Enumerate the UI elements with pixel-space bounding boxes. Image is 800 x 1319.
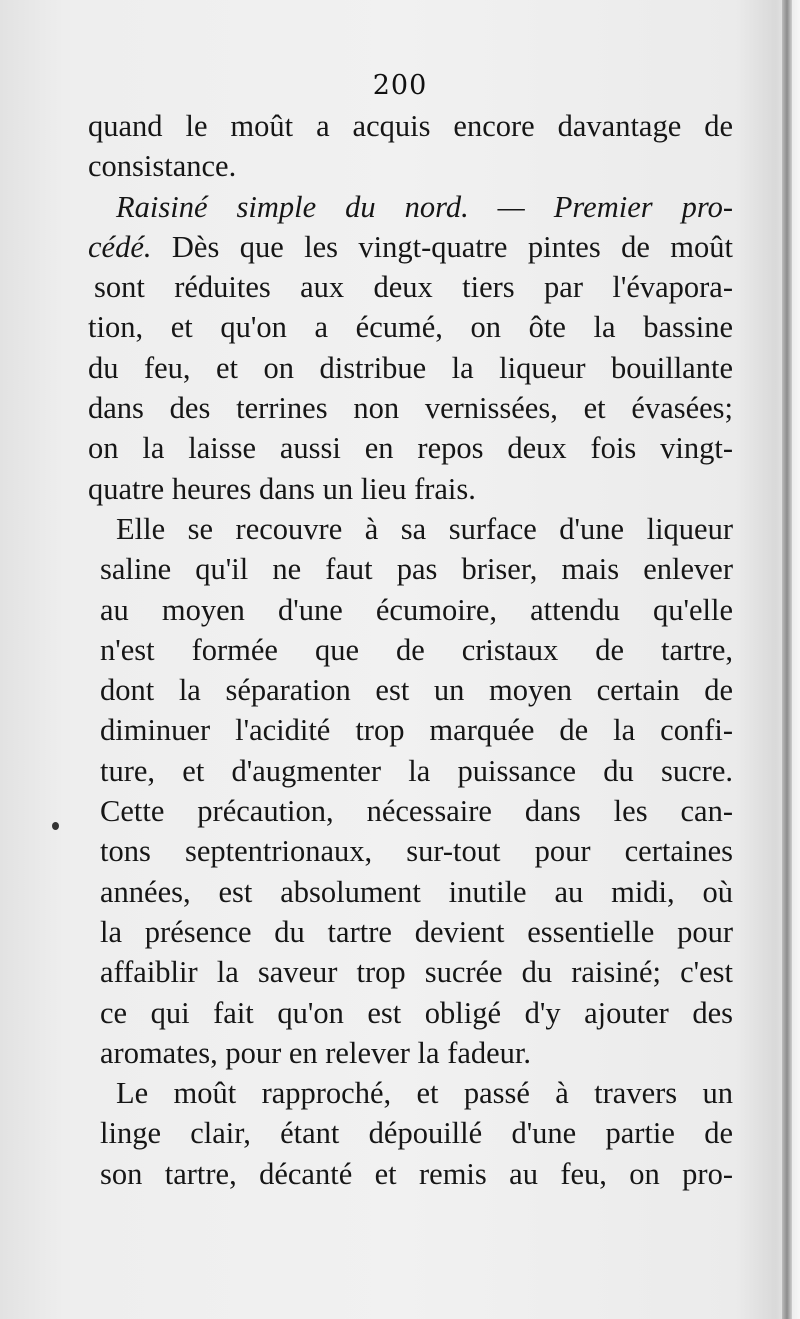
text-line: on la laisse aussi en repos deux fois vingt- — [88, 431, 733, 466]
text-line: au moyen d'une écumoire, attendu qu'elle — [100, 592, 733, 627]
text-line-cont: Dès que les vingt-quatre pintes de moût — [151, 229, 733, 264]
text-line: consistance. — [88, 149, 237, 184]
text-line: ture, et d'augmenter la puissance du sucre. — [100, 753, 733, 788]
text-line: la présence du tartre devient essentielle pour — [100, 914, 733, 949]
text-line: tons septentrionaux, sur-tout pour certaines — [100, 834, 733, 869]
text-line: Cette précaution, nécessaire dans les can- — [100, 794, 733, 829]
text-line: quand le moût a acquis encore davantage de — [88, 109, 733, 143]
page-number: 200 — [372, 70, 428, 101]
text-line: années, est absolument inutile au midi, où — [100, 874, 733, 909]
text-line: quatre heures dans un lieu frais. — [88, 471, 476, 506]
text-line-italic-heading — [88, 187, 733, 227]
text-line: sont réduites aux deux tiers par l'évapora- — [94, 270, 733, 305]
text-line: ce qui fait qu'on est obligé d'y ajouter des — [100, 995, 733, 1030]
text-line: n'est formée que de cristaux de tartre, — [100, 632, 733, 667]
section-heading: Raisiné simple du nord. — Premier pro- — [116, 189, 733, 224]
text-line: tion, et qu'on a écumé, on ôte la bassine — [88, 310, 733, 345]
ink-speck — [52, 822, 59, 830]
text-line: aromates, pour en relever la fadeur. — [100, 1035, 532, 1070]
text-line — [88, 227, 733, 267]
text-line: du feu, et on distribue la liqueur bouillante — [88, 350, 733, 385]
text-line: Elle se recouvre à sa surface d'une liqueur — [116, 511, 733, 546]
page-edge-shadow — [782, 0, 792, 1319]
text-line: saline qu'il ne faut pas briser, mais enlever — [100, 552, 733, 587]
text-line: dont la séparation est un moyen certain de — [100, 673, 733, 708]
text-line: dans des terrines non vernissées, et évasées; — [88, 391, 733, 426]
text-line: Le moût rapproché, et passé à travers un — [116, 1076, 733, 1111]
text-line: son tartre, décanté et remis au feu, on pro- — [100, 1156, 733, 1191]
body-text — [88, 106, 733, 1194]
text-line: linge clair, étant dépouillé d'une partie de — [100, 1116, 733, 1151]
text-line: diminuer l'acidité trop marquée de la confi- — [100, 713, 733, 748]
section-heading-cont: cédé. — [88, 229, 152, 264]
text-line: affaiblir la saveur trop sucrée du raisiné; c'est — [100, 955, 733, 990]
